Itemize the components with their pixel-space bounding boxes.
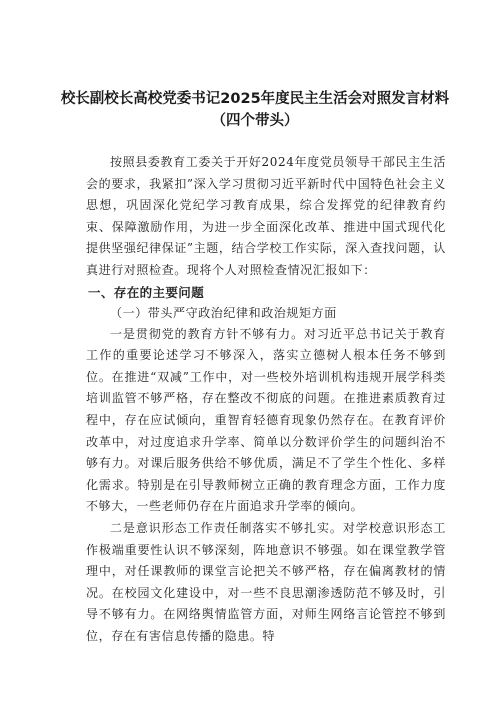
document-body	[86, 152, 446, 647]
body-paragraph-2: 二是意识形态工作责任制落实不够扎实。对学校意识形态工作极端重要性认识不够深刻，阵地意识不够强。如在课堂教学管理中，对任课教师的课堂言论把关不够严格，存在偏离教材的情况。在校园文化建设中，对一些不良思潮渗透防范不够及时，引导不够有力。在网络舆情监管方面，对师生网络言论管控不够到位，存在有害信息传播的隐患。特	[86, 520, 446, 643]
intro-paragraph: 按照县委教育工委关于开好2024年度党员领导干部民主生活会的要求，我紧扣”深入学习贯彻习近平新时代中国特色社会主义思想，巩固深化党纪学习教育成果，综合发挥党的纪律教育约束、保障激励作用，为进一步全面深化改革、推进中国式现代化提供坚强纪律保证”主题，结合学校工作实际，深入查找问题，认真进行对照检查。现将个人对照检查情况汇报如下：	[86, 155, 446, 277]
subsection-heading: （一）带头严守政治纪律和政治规矩方面	[110, 305, 337, 320]
document-title: 校长副校长高校党委书记2025年度民主生活会对照发言材料（四个带头）	[60, 91, 450, 129]
body-paragraph-1: 一是贯彻党的教育方针不够有力。对习近平总书记关于教育工作的重要论述学习不够深入，落实立德树人根本任务不够到位。在推进“双减”工作中，对一些校外培训机构违规开展学科类培训监管不够严格，存在整改不彻底的问题。在推进素质教育过程中，存在应试倾向，重智育轻德育现象仍然存在。在教育评价改革中，对过度追求升学率、简单以分数评价学生的问题纠治不够有力。对课后服务供给不够优质，满足不了学生个性化、多样化需求。特别是在引导教师树立正确的教育理念方面，工作力度不够大，一些老师仍存在片面追求升学率的倾向。	[86, 326, 446, 514]
section-heading: 一、存在的主要问题	[88, 284, 205, 300]
